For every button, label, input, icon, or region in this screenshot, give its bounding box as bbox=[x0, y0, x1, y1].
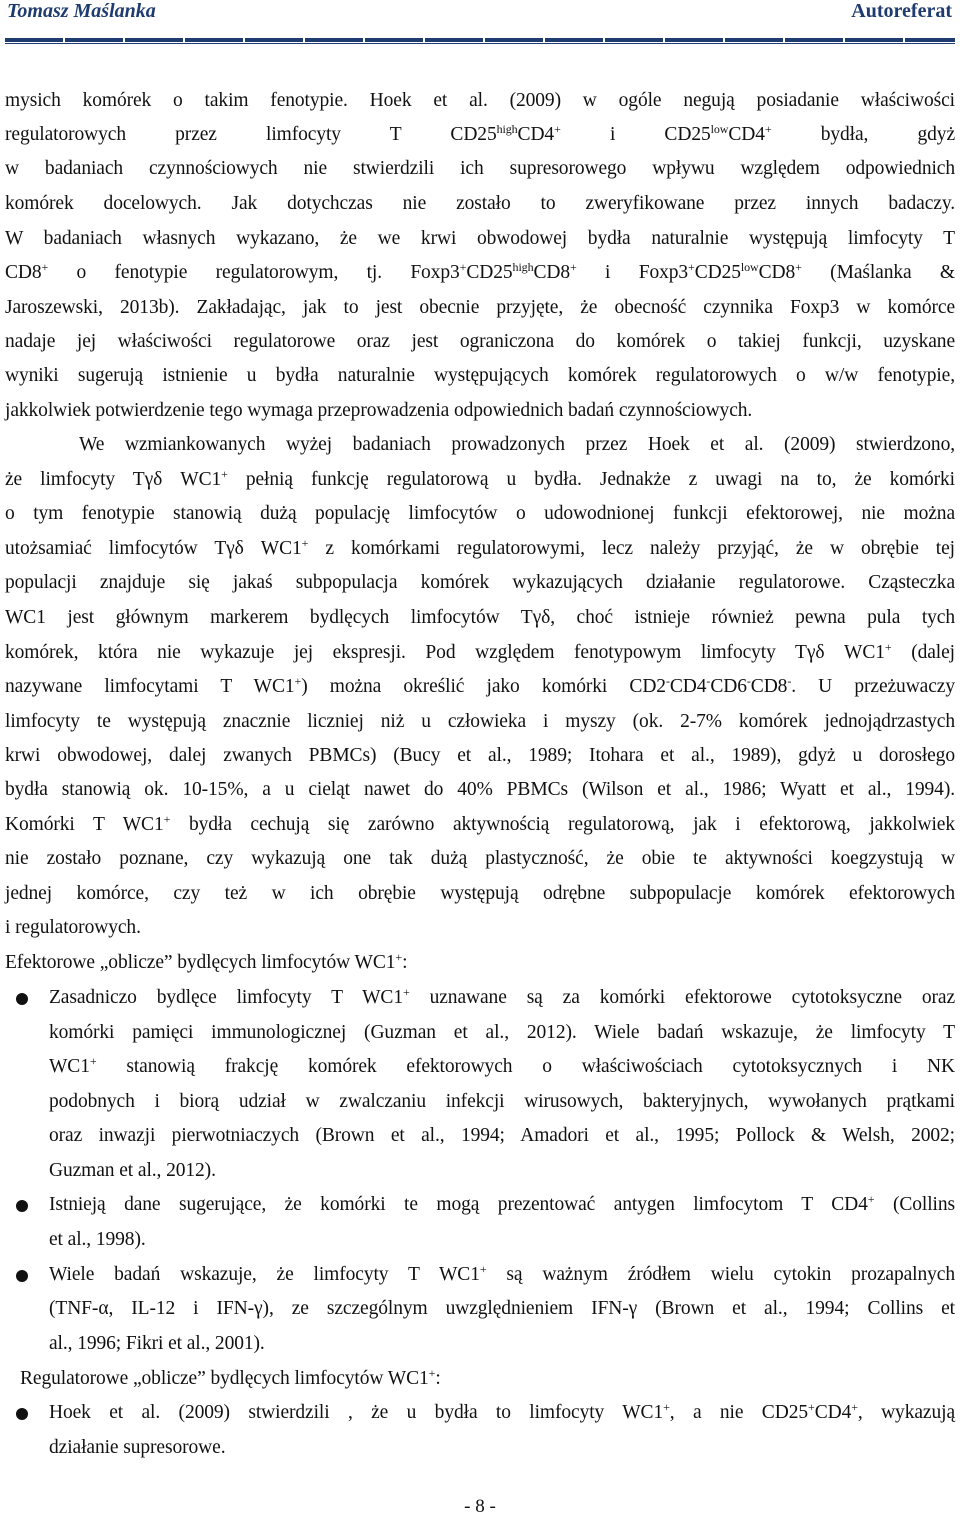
text-line bbox=[5, 846, 955, 872]
list-line bbox=[49, 1054, 955, 1080]
subheading bbox=[5, 950, 955, 976]
text-line bbox=[5, 467, 955, 493]
superscript: + bbox=[795, 260, 802, 274]
text-run: et al., 1998). bbox=[49, 1229, 146, 1250]
text-line bbox=[5, 260, 955, 286]
text-run: : bbox=[402, 952, 408, 973]
text-run: Komórki T WC1 bbox=[5, 814, 164, 835]
superscript: + bbox=[428, 1366, 436, 1380]
list-line bbox=[49, 1227, 955, 1253]
superscript: - bbox=[665, 674, 670, 688]
text-run: i Foxp3 bbox=[576, 262, 689, 283]
text-run: Jaroszewski, 2013b). Zakładając, jak to jest obecnie przyjęte, że obecność czynnika Foxp3 w komórce bbox=[5, 297, 955, 318]
list-line bbox=[49, 1158, 955, 1184]
text-run: Wiele badań wskazuje, że limfocyty T WC1 bbox=[49, 1264, 480, 1285]
text-run: (TNF-α, IL-12 i IFN-γ), ze szczególnym uwzględnieniem IFN-γ (Brown et al., 1994; Collins et bbox=[49, 1298, 955, 1319]
text-line bbox=[5, 363, 955, 389]
text-run: regulatorowych przez limfocyty T CD25 bbox=[5, 124, 497, 145]
subheading bbox=[20, 1366, 955, 1392]
text-line bbox=[5, 812, 955, 838]
header-rule-thin bbox=[5, 43, 955, 44]
text-run: nadaje jej właściwości regulatorowe oraz jest ograniczona do komórek o takiej funkcji, uzyskane bbox=[5, 331, 955, 352]
text-run: stanowią frakcję komórek efektorowych o właściwościach cytotoksycznych i NK bbox=[96, 1056, 955, 1077]
list-line bbox=[49, 1192, 955, 1218]
text-run: nie zostało poznane, czy wykazują one tak dużą plastyczność, że obie te aktywności koegzystują w bbox=[5, 848, 955, 869]
text-run: Efektorowe „oblicze” bydlęcych limfocytów WC1 bbox=[5, 952, 396, 973]
superscript: low bbox=[710, 122, 729, 136]
superscript: + bbox=[867, 1192, 875, 1206]
superscript: + bbox=[459, 260, 467, 274]
text-run: bydła, gdyż bbox=[771, 124, 956, 145]
text-line bbox=[5, 329, 955, 355]
text-run: w badaniach czynnościowych nie stwierdzili ich supresorowego wpływu względem odpowiednich bbox=[5, 158, 955, 179]
text-run: są ważnym źródłem wielu cytokin prozapalnych bbox=[486, 1264, 955, 1285]
text-run: bydła stanowią ok. 10-15%, a u cieląt nawet do 40% PBMCs (Wilson et al., 1986; Wyatt et al., 1994). bbox=[5, 779, 955, 800]
text-run: CD6 bbox=[710, 676, 747, 697]
text-run: krwi obwodowej, dalej zwanych PBMCs) (Bucy et al., 1989; Itohara et al., 1989), gdyż u dorosłego bbox=[5, 745, 955, 766]
superscript: + bbox=[395, 950, 403, 964]
text-line bbox=[5, 501, 955, 527]
list-line bbox=[49, 1400, 955, 1426]
text-run: uznawane są za komórki efektorowe cytotoksyczne oraz bbox=[409, 987, 955, 1008]
text-run: ) można określić jako komórki CD2 bbox=[301, 676, 666, 697]
text-run: Hoek et al. (2009) stwierdzili , że u bydła to limfocyty WC1 bbox=[49, 1402, 664, 1423]
text-run: jednej komórce, czy też w ich obrębie występują odrębne subpopulacje komórek efektorowych bbox=[5, 883, 955, 904]
text-run: (Maślanka & bbox=[801, 262, 955, 283]
text-run: że limfocyty Tγδ WC1 bbox=[5, 469, 222, 490]
text-run: o fenotypie regulatorowym, tj. Foxp3 bbox=[48, 262, 460, 283]
text-line bbox=[5, 915, 955, 941]
list-line bbox=[49, 1123, 955, 1149]
text-run: CD4 bbox=[517, 124, 555, 145]
text-run: populacji znajduje się jakaś subpopulacja komórek wykazujących działanie regulatorowe. Cząsteczka bbox=[5, 572, 955, 593]
bullet-icon bbox=[16, 993, 28, 1005]
text-run: CD4 bbox=[728, 124, 765, 145]
superscript: + bbox=[884, 640, 892, 654]
text-line bbox=[5, 536, 955, 562]
text-line bbox=[5, 191, 955, 217]
superscript: - bbox=[746, 674, 751, 688]
text-run: CD8 bbox=[758, 262, 796, 283]
text-run: , wykazują bbox=[857, 1402, 955, 1423]
text-line bbox=[5, 88, 955, 114]
list-line bbox=[49, 1296, 955, 1322]
superscript: + bbox=[294, 674, 302, 688]
text-run: CD25 bbox=[694, 262, 741, 283]
text-line bbox=[5, 640, 955, 666]
superscript: + bbox=[41, 260, 49, 274]
text-run: komórek docelowych. Jak dotychczas nie zostało to zweryfikowane przez innych badaczy. bbox=[5, 193, 955, 214]
text-run: Zasadniczo bydlęce limfocyty T WC1 bbox=[49, 987, 403, 1008]
superscript: + bbox=[688, 260, 695, 274]
text-run: limfocyty te występują znacznie liczniej niż u człowieka i myszy (ok. 2-7% komórek jednojądrzastych bbox=[5, 711, 955, 732]
superscript: high bbox=[512, 260, 534, 274]
superscript: + bbox=[663, 1400, 670, 1414]
text-run: CD8 bbox=[750, 676, 788, 697]
text-run: WC1 jest głównym markerem bydlęcych limfocytów Tγδ, choć istnieje również pewna pula tych bbox=[5, 607, 955, 628]
superscript: + bbox=[554, 122, 561, 136]
text-run: działanie supresorowe. bbox=[49, 1437, 226, 1458]
text-run: We wzmiankowanych wyżej badaniach prowadzonych przez Hoek et al. (2009) stwierdzono, bbox=[79, 434, 955, 455]
text-run: o tym fenotypie stanowią dużą populację limfocytów o udowodnionej funkcji efektorowej, nie można bbox=[5, 503, 955, 524]
list-line bbox=[49, 1435, 955, 1461]
text-line bbox=[5, 709, 955, 735]
page-header bbox=[5, 0, 955, 30]
text-line bbox=[5, 398, 955, 424]
text-run: jakkolwiek potwierdzenie tego wymaga przeprowadzenia odpowiednich badań czynnościowych. bbox=[5, 400, 753, 421]
text-run: podobnych i biorą udział w zwalczaniu infekcji wirusowych, bakteryjnych, wywołanych prątkami bbox=[49, 1091, 955, 1112]
text-run: CD4 bbox=[814, 1402, 852, 1423]
list-line bbox=[49, 985, 955, 1011]
text-run: komórek, która nie wykazuje jej ekspresji. Pod względem fenotypowym limfocyty Tγδ WC1 bbox=[5, 642, 885, 663]
text-run: . U przeżuwaczy bbox=[791, 676, 956, 697]
superscript: + bbox=[221, 467, 228, 481]
text-line bbox=[5, 674, 955, 700]
text-run: pełnią funkcję regulatorową u bydła. Jednakże z uwagi na to, że komórki bbox=[227, 469, 956, 490]
text-run: al., 1996; Fikri et al., 2001). bbox=[49, 1333, 265, 1354]
text-line bbox=[5, 122, 955, 148]
list-line bbox=[49, 1020, 955, 1046]
text-line bbox=[5, 226, 955, 252]
superscript: + bbox=[851, 1400, 858, 1414]
text-run: (Collins bbox=[874, 1194, 955, 1215]
superscript: + bbox=[89, 1054, 97, 1068]
bullet-icon bbox=[16, 1270, 28, 1282]
header-author: Tomasz Maślanka bbox=[7, 0, 156, 22]
text-run: Regulatorowe „oblicze” bydlęcych limfocytów WC1 bbox=[20, 1368, 429, 1389]
superscript: low bbox=[740, 260, 759, 274]
text-run: oraz inwazji pierwotniaczych (Brown et al., 1994; Amadori et al., 1995; Pollock & Welsh, 2002; bbox=[49, 1125, 955, 1146]
superscript: + bbox=[301, 536, 309, 550]
text-line bbox=[5, 881, 955, 907]
text-line bbox=[5, 605, 955, 631]
superscript: - bbox=[787, 674, 792, 688]
text-line bbox=[5, 156, 955, 182]
text-line bbox=[5, 570, 955, 596]
superscript: + bbox=[764, 122, 772, 136]
header-doc-type: Autoreferat bbox=[851, 0, 952, 22]
text-run: utożsamiać limfocytów Tγδ WC1 bbox=[5, 538, 302, 559]
text-run: CD8 bbox=[5, 262, 42, 283]
text-run: : bbox=[435, 1368, 441, 1389]
text-line bbox=[79, 432, 955, 458]
superscript: + bbox=[808, 1400, 815, 1414]
text-run: CD4 bbox=[669, 676, 707, 697]
text-run: W badaniach własnych wykazano, że we krwi obwodowej bydła naturalnie występują limfocyty T bbox=[5, 228, 955, 249]
text-run: Guzman et al., 2012). bbox=[49, 1160, 216, 1181]
superscript: + bbox=[163, 812, 171, 826]
header-rule bbox=[5, 38, 955, 42]
text-run: nazywane limfocytami T WC1 bbox=[5, 676, 295, 697]
text-run: komórki pamięci immunologicznej (Guzman et al., 2012). Wiele badań wskazuje, że limfocyty T bbox=[49, 1022, 955, 1043]
text-run: z komórkami regulatorowymi, lecz należy przyjąć, że w obrębie tej bbox=[308, 538, 955, 559]
list-line bbox=[49, 1262, 955, 1288]
text-run: Istnieją dane sugerujące, że komórki te mogą prezentować antygen limfocytom T CD4 bbox=[49, 1194, 868, 1215]
superscript: - bbox=[706, 674, 711, 688]
text-run: CD8 bbox=[533, 262, 571, 283]
list-line bbox=[49, 1331, 955, 1357]
text-run: bydła cechują się zarówno aktywnością regulatorową, jak i efektorową, jakkolwiek bbox=[170, 814, 955, 835]
text-run: WC1 bbox=[49, 1056, 90, 1077]
text-run: i CD25 bbox=[560, 124, 711, 145]
text-run: wyniki sugerują istnienie u bydła naturalnie występujących komórek regulatorowych o w/w fenotypie, bbox=[5, 365, 955, 386]
list-line bbox=[49, 1089, 955, 1115]
text-run: , a nie CD25 bbox=[669, 1402, 809, 1423]
superscript: high bbox=[496, 122, 518, 136]
superscript: + bbox=[570, 260, 577, 274]
text-run: (dalej bbox=[891, 642, 955, 663]
bullet-icon bbox=[16, 1408, 28, 1420]
text-line bbox=[5, 777, 955, 803]
text-run: mysich komórek o takim fenotypie. Hoek et al. (2009) w ogóle negują posiadanie właściwości bbox=[5, 90, 955, 111]
text-line bbox=[5, 743, 955, 769]
superscript: + bbox=[403, 985, 410, 999]
text-line bbox=[5, 295, 955, 321]
bullet-icon bbox=[16, 1200, 28, 1212]
page-number: - 8 - bbox=[464, 1496, 496, 1517]
text-run: CD25 bbox=[466, 262, 513, 283]
text-run: i regulatorowych. bbox=[5, 917, 141, 938]
superscript: + bbox=[479, 1262, 487, 1276]
